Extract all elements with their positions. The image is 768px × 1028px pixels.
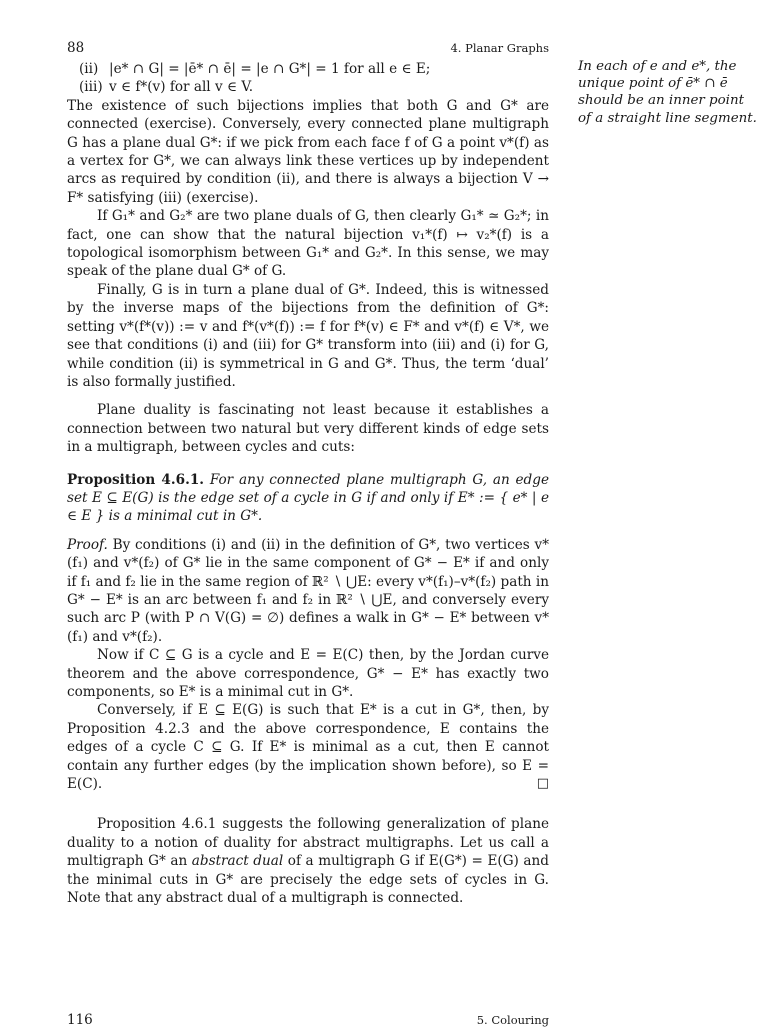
chapter-title: 5. Colouring <box>476 1013 549 1027</box>
proof-text: Conversely, if E ⊆ E(G) is such that E* is a cut in G*, then, by Proposition 4.2.3 and the above correspondence, E contains the edges of a cycle C ⊆ G. If E* is minimal as a cut, then E cannot contain any further edges (by the implication shown before), so E = E(C). <box>67 702 549 793</box>
page-number: 88 <box>67 40 85 56</box>
condition-item <box>67 60 549 78</box>
margin-note: In each of e and e*, the unique point of ē* ∩ ē should be an inner point of a straight line segment. <box>578 59 757 126</box>
chapter-title: 4. Planar Graphs <box>450 41 549 55</box>
page-body <box>67 38 549 907</box>
condition-item <box>67 78 549 96</box>
closing-text-pre: Proposition 4.6.1 suggests the following generalization of plane duality to a notion of duality for abstract multigraphs. Let us call a multigraph G* an <box>67 816 549 870</box>
proposition-label: Proposition 4.6.1. <box>67 471 205 488</box>
running-header <box>67 38 549 60</box>
paragraph: If G₁* and G₂* are two plane duals of G, then clearly G₁* ≃ G₂*; in fact, one can show that the natural bijection v₁*(f) ↦ v₂*(f) is a topological isomorphism between G₁* and G₂*. In this sense, we may speak of the plane dual G* of G. <box>67 208 549 280</box>
proposition-text: For any connected plane multigraph G, an edge set E ⊆ E(G) is the edge set of a cycle in G if and only if E* := { e* | e ∈ E } is a minimal cut in G*. <box>67 471 549 525</box>
closing-text-post: of a multigraph G if E(G*) = E(G) and the minimal cuts in G* are precisely the edge sets of cycles in G. Note that any abstract dual of a multigraph is connected. <box>67 853 549 907</box>
item-text: |e* ∩ G| = |ē* ∩ ē| = |e ∩ G*| = 1 for all e ∈ E; <box>109 61 431 77</box>
proof-paragraph: Now if C ⊆ G is a cycle and E = E(C) then, by the Jordan curve theorem and the above correspondence, G* − E* has exactly two components, so E* is a minimal cut in G*. <box>67 647 549 700</box>
proof-label: Proof. <box>67 536 108 553</box>
paragraph: Plane duality is fascinating not least because it establishes a connection between two natural but very different kinds of edge sets in a multigraph, between cycles and cuts: <box>67 402 549 456</box>
paragraph: The existence of such bijections implies that both G and G* are connected (exercise). Conversely, every connected plane multigraph G has a plane dual G*: if we pick from each face f of G a point v*(f) as a vertex for G*, we can always link these vertices up by independent arcs as required by condition (ii), and there is always a bijection V → F* satisfying (iii) (exercise). <box>67 97 549 206</box>
qed-symbol: □ <box>536 776 549 792</box>
proposition <box>67 471 549 526</box>
page-number: 116 <box>67 1012 93 1028</box>
defined-term: abstract dual <box>191 853 284 870</box>
paragraph <box>67 815 549 907</box>
next-page-header <box>67 1012 549 1028</box>
paragraph: Finally, G is in turn a plane dual of G*. Indeed, this is witnessed by the inverse maps of the bijections from the definition of G*: setting v*(f*(v)) := v and f*(v*(f)) := f for f*(v) ∈ F* and v*(f) ∈ V*, we see that conditions (i) and (iii) for G* transform into (iii) and (i) for G, while condition (ii) is symmetrical in G and G*. Thus, the term ‘dual’ is also formally justified. <box>67 281 549 390</box>
item-number: (ii) <box>79 61 99 77</box>
proof-paragraph <box>67 536 549 646</box>
item-number: (iii) <box>79 79 103 96</box>
proof-text: By conditions (i) and (ii) in the definition of G*, two vertices v*(f₁) and v*(f₂) of G* lie in the same component of G* − E* if and only if f₁ and f₂ lie in the same region of ℝ² ∖ ⋃E: every v*(f₁)–v*(f₂) path in G* − E* is an arc between f₁ and f₂ in ℝ² ∖ ⋃E, and conversely every such arc P (with P ∩ V(G) = ∅) defines a walk in G* − E* between v*(f₁) and v*(f₂). <box>67 536 549 645</box>
proof-paragraph <box>67 701 549 793</box>
item-text: v ∈ f*(v) for all v ∈ V. <box>109 79 254 96</box>
